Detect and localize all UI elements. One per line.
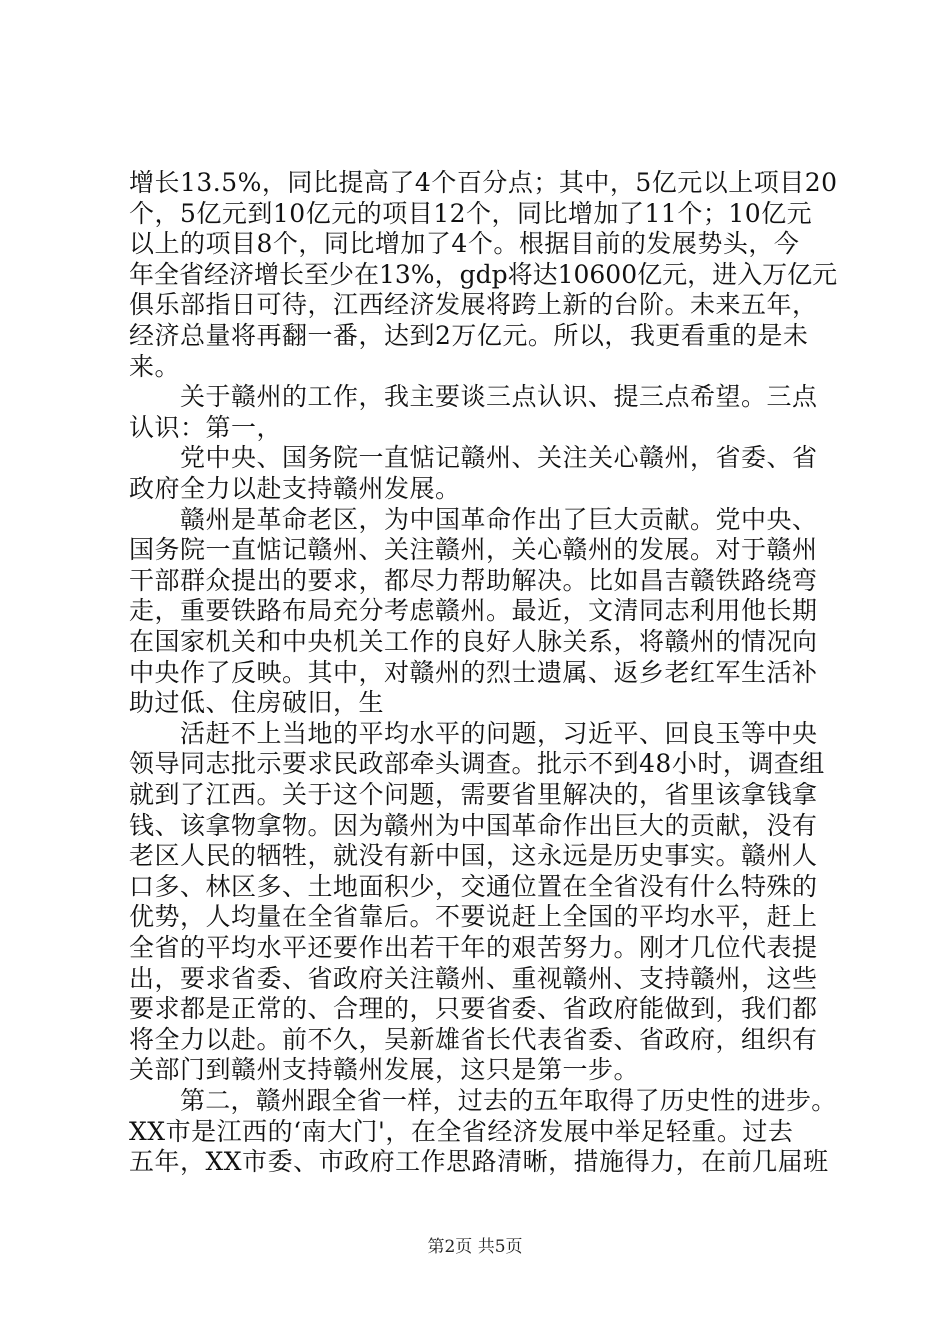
text-line: XX市是江西的‘南大门'，在全省经济发展中举足轻重。过去 bbox=[129, 1117, 794, 1146]
text-line: 党中央、国务院一直惦记赣州、关注关心赣州，省委、省 bbox=[180, 443, 818, 472]
text-line: 活赶不上当地的平均水平的问题，习近平、回良玉等中央 bbox=[180, 719, 818, 748]
text-line: 优势，人均量在全省靠后。不要说赶上全国的平均水平，赶上 bbox=[129, 902, 818, 931]
text-line: 出，要求省委、省政府关注赣州、重视赣州、支持赣州，这些 bbox=[129, 964, 818, 993]
text-line: 以上的项目8个，同比增加了4个。根据目前的发展势头，今 bbox=[129, 229, 800, 258]
text-line: 来。 bbox=[129, 352, 181, 381]
text-line: 第二，赣州跟全省一样，过去的五年取得了历史性的进步。 bbox=[180, 1086, 837, 1115]
text-line: 将全力以赴。前不久，吴新雄省长代表省委、省政府，组织有 bbox=[129, 1025, 818, 1054]
page-number-footer: 第2页 共5页 bbox=[427, 1237, 523, 1257]
text-line: 要求都是正常的、合理的，只要省委、省政府能做到，我们都 bbox=[129, 994, 818, 1023]
text-line: 五年，XX市委、市政府工作思路清晰，措施得力，在前几届班 bbox=[129, 1147, 829, 1176]
text-line: 关部门到赣州支持赣州发展，这只是第一步。 bbox=[129, 1055, 640, 1084]
text-line: 在国家机关和中央机关工作的良好人脉关系，将赣州的情况向 bbox=[129, 627, 818, 656]
text-line: 干部群众提出的要求，都尽力帮助解决。比如昌吉赣铁路绕弯 bbox=[129, 566, 818, 595]
text-line: 中央作了反映。其中，对赣州的烈士遗属、返乡老红军生活补 bbox=[129, 658, 818, 687]
text-line: 就到了江西。关于这个问题，需要省里解决的，省里该拿钱拿 bbox=[129, 780, 818, 809]
text-line: 走，重要铁路布局充分考虑赣州。最近，文清同志利用他长期 bbox=[129, 596, 818, 625]
text-line: 增长13.5%，同比提高了4个百分点；其中，5亿元以上项目20 bbox=[129, 168, 838, 197]
text-line: 老区人民的牺牲，就没有新中国，这永远是历史事实。赣州人 bbox=[129, 841, 818, 870]
text-line: 认识：第一， bbox=[129, 413, 283, 442]
text-line: 俱乐部指日可待，江西经济发展将跨上新的台阶。未来五年， bbox=[129, 290, 818, 319]
text-line: 助过低、住房破旧，生 bbox=[129, 688, 385, 717]
text-line: 关于赣州的工作，我主要谈三点认识、提三点希望。三点 bbox=[180, 382, 818, 411]
text-line: 国务院一直惦记赣州、关注赣州，关心赣州的发展。对于赣州 bbox=[129, 535, 818, 564]
text-line: 领导同志批示要求民政部牵头调查。批示不到48小时，调查组 bbox=[129, 749, 825, 778]
text-line: 全省的平均水平还要作出若干年的艰苦努力。刚才几位代表提 bbox=[129, 933, 818, 962]
text-line: 经济总量将再翻一番，达到2万亿元。所以，我更看重的是未 bbox=[129, 321, 809, 350]
text-line: 政府全力以赴支持赣州发展。 bbox=[129, 474, 461, 503]
text-line: 个，5亿元到10亿元的项目12个，同比增加了11个；10亿元 bbox=[129, 199, 813, 228]
text-line: 口多、林区多、土地面积少，交通位置在全省没有什么特殊的 bbox=[129, 872, 818, 901]
text-line: 钱、该拿物拿物。因为赣州为中国革命作出巨大的贡献，没有 bbox=[129, 811, 818, 840]
text-line: 赣州是革命老区，为中国革命作出了巨大贡献。党中央、 bbox=[180, 505, 818, 534]
text-line: 年全省经济增长至少在13%，gdp将达10600亿元，进入万亿元 bbox=[129, 260, 838, 289]
